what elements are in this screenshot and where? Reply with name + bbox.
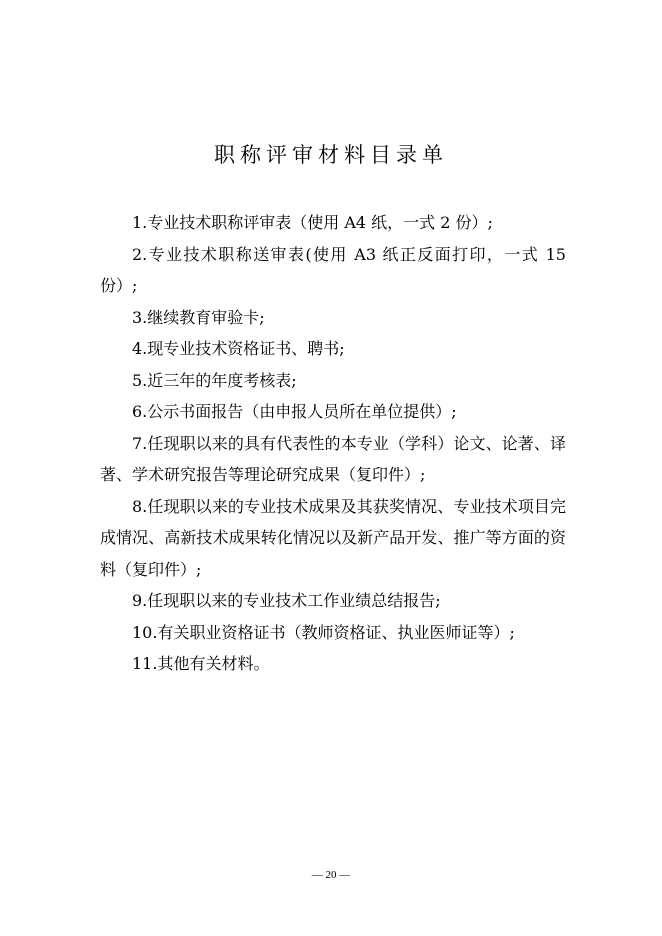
document-title: 职称评审材料目录单 <box>214 143 448 167</box>
list-item-8: 8.任现职以来的专业技术成果及其获奖情况、专业技术项目完成情况、高新技术成果转化情况以及新产品开发、推广等方面的资料（复印件）; <box>100 496 566 579</box>
materials-list <box>100 207 566 680</box>
list-item-3: 3.继续教育审验卡; <box>132 307 265 327</box>
list-item-4: 4.现专业技术资格证书、聘书; <box>132 339 345 358</box>
list-item-7: 7.任现职以来的具有代表性的本专业（学科）论文、论著、译著、学术研究报告等理论研究成果（复印件）; <box>100 433 566 484</box>
list-item-1: 1.专业技术职称评审表（使用 A4 纸，一式 2 份）; <box>132 213 493 232</box>
list-item-10: 10.有关职业资格证书（教师资格证、执业医师证等）; <box>132 622 515 642</box>
list-item-5: 5.近三年的年度考核表; <box>132 370 297 390</box>
list-item-2: 2.专业技术职称送审表(使用 A3 纸正反面打印，一式 15 份）; <box>100 244 566 295</box>
list-item-9: 9.任现职以来的专业技术工作业绩总结报告; <box>132 591 441 610</box>
list-item-6: 6.公示书面报告（由申报人员所在单位提供）; <box>132 402 457 421</box>
page-number: — 20 — <box>311 869 351 881</box>
list-item-11: 11.其他有关材料。 <box>132 654 270 673</box>
